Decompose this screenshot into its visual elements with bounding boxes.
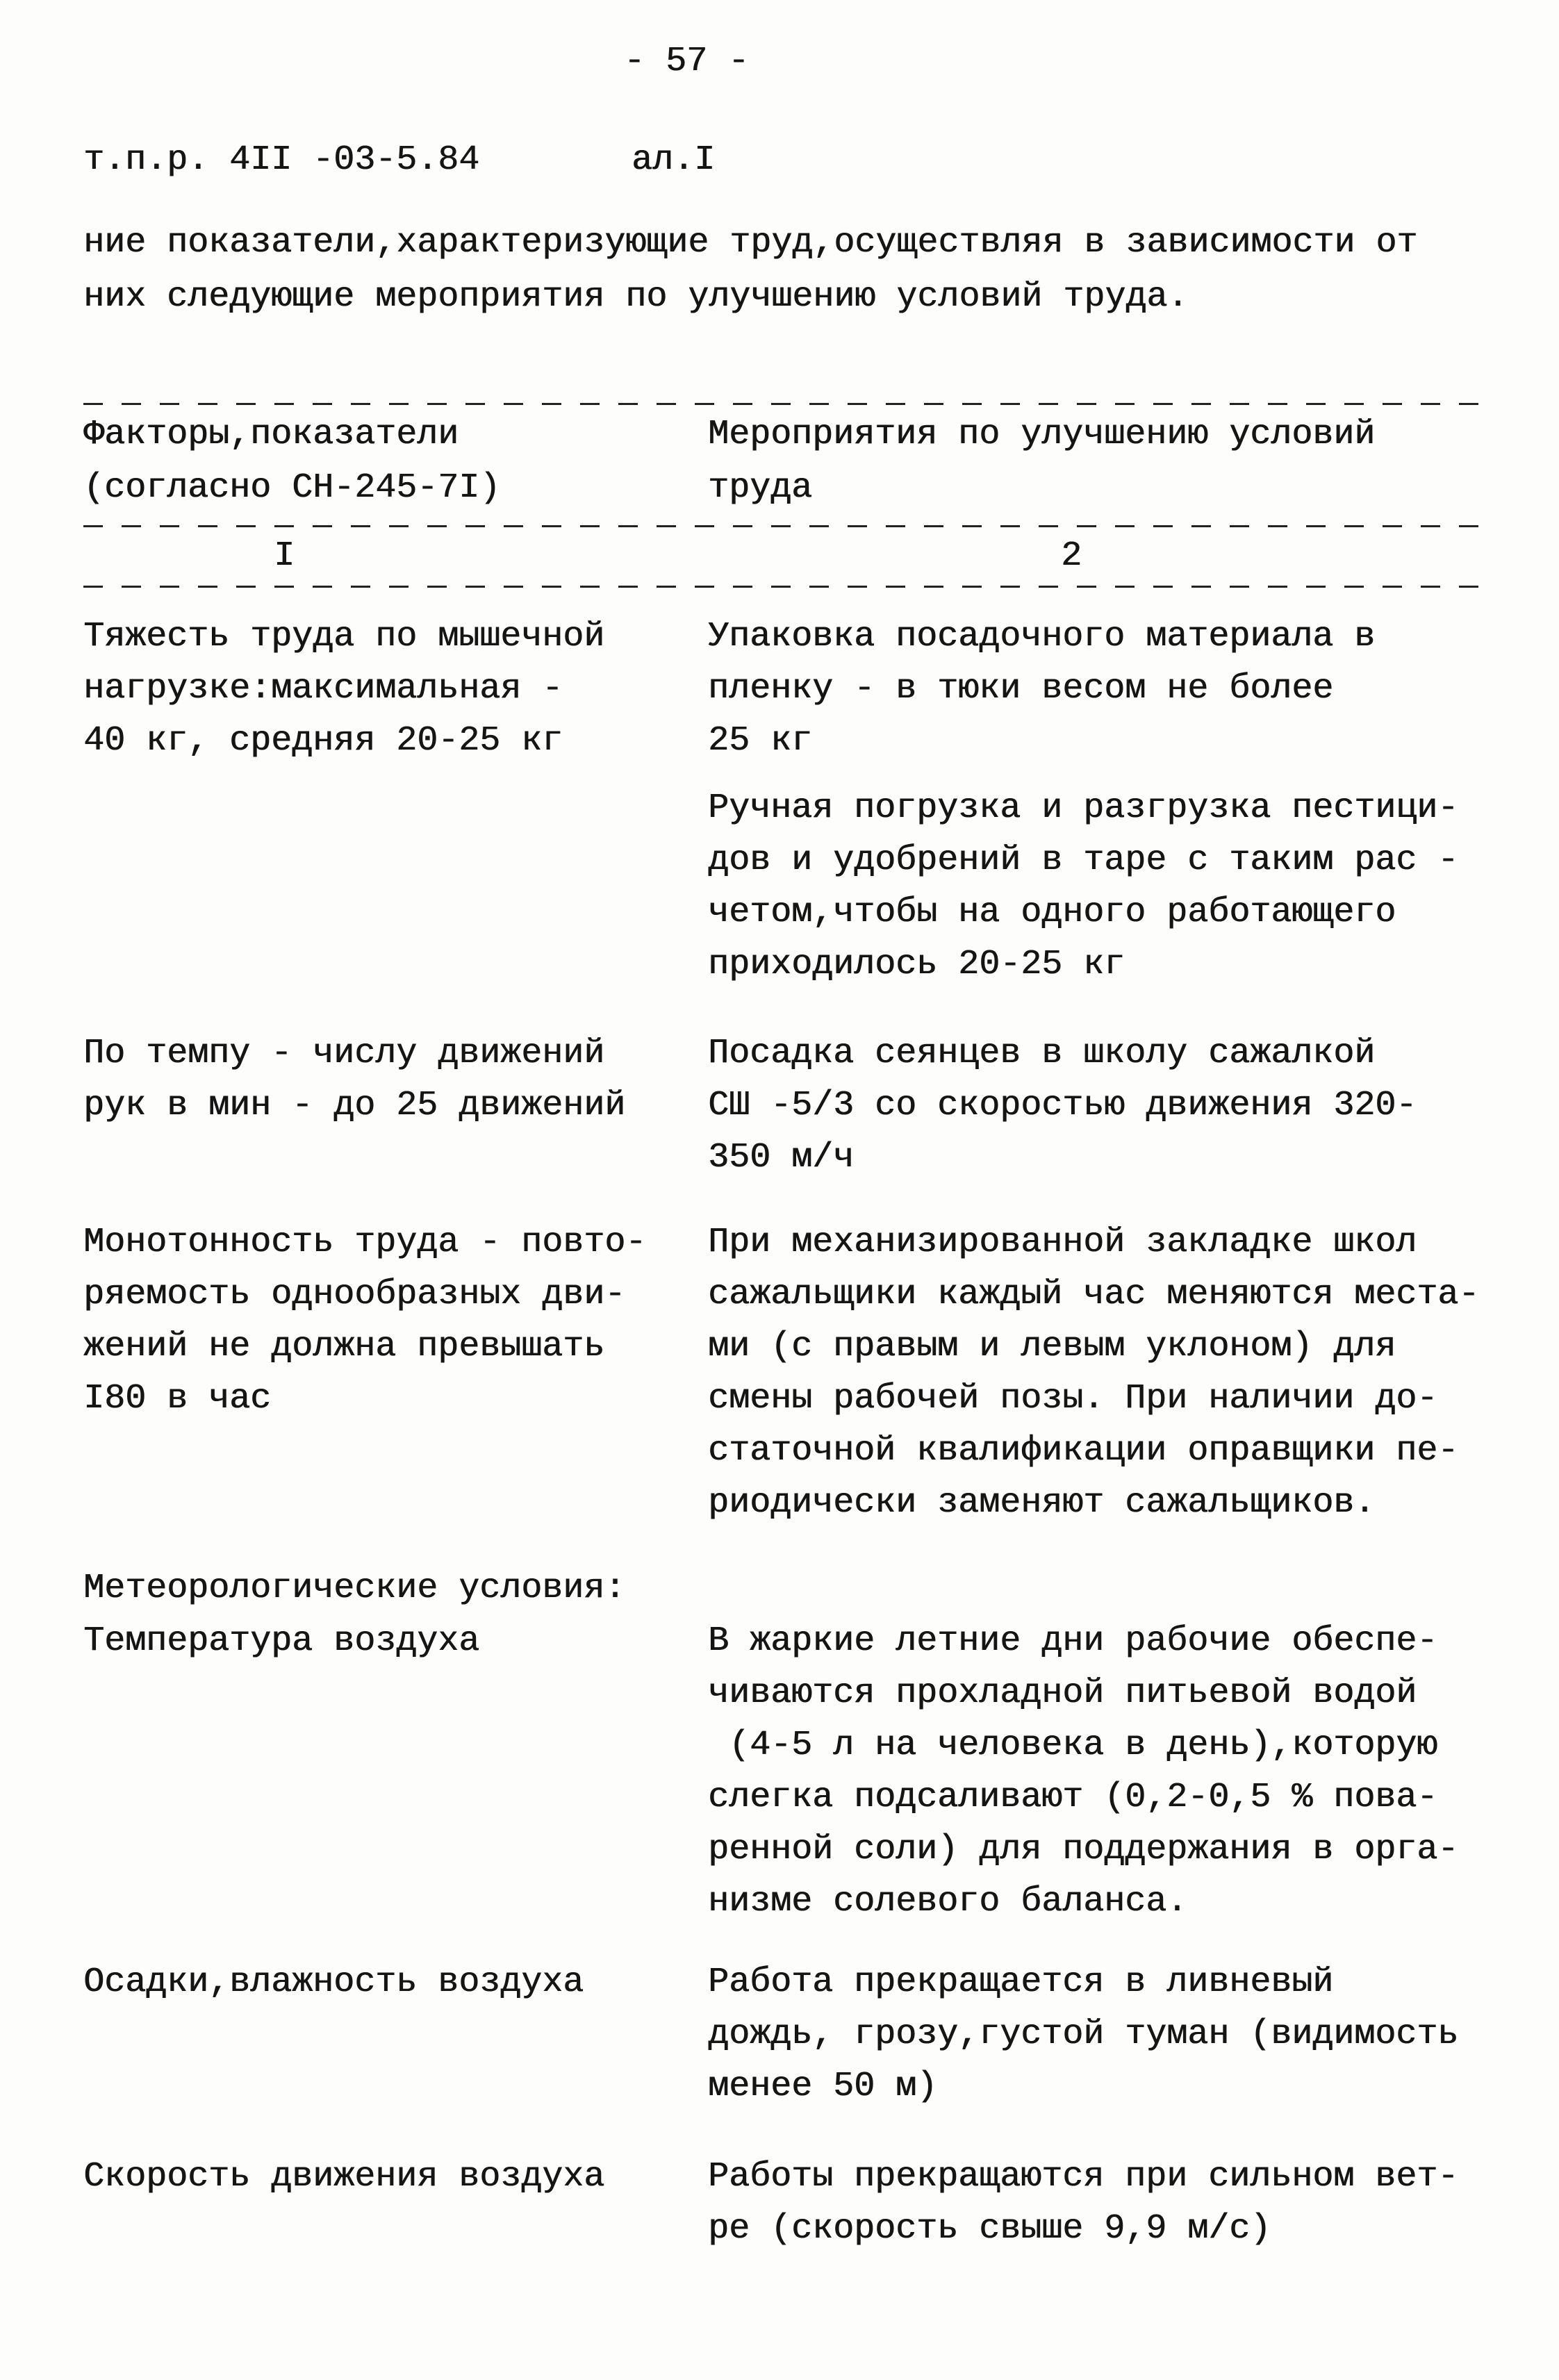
- table-row-factor: [83, 1562, 681, 1667]
- measure-line: Упаковка посадочного материала в: [708, 617, 1376, 656]
- measure-line: низме солевого баланса.: [708, 1882, 1188, 1922]
- factor-line: рук в мин - до 25 движений: [83, 1086, 626, 1125]
- measure-line: пленку - в тюки весом не более: [708, 669, 1334, 709]
- table-row-measure: [708, 1615, 1493, 1928]
- page-number: - 57 -: [624, 42, 750, 81]
- factor-line: Тяжесть труда по мышечной: [83, 617, 605, 656]
- measure-line: чиваются прохладной питьевой водой: [708, 1674, 1417, 1713]
- sheet-number: ал.I: [632, 140, 716, 180]
- factor-line: I80 в час: [83, 1379, 272, 1419]
- factor-line: жений не должна превышать: [83, 1327, 605, 1366]
- measure-line: менее 50 м): [708, 2067, 938, 2106]
- measure-line: слегка подсаливают (0,2-0,5 % пова-: [708, 1778, 1438, 1817]
- table-row-factor: [83, 1027, 681, 1132]
- measure-line: Посадка сеянцев в школу сажалкой: [708, 1034, 1376, 1073]
- factor-line: 40 кг, средняя 20-25 кг: [83, 721, 563, 761]
- factor-line: Монотонность труда - повто-: [83, 1223, 647, 1262]
- table-row-measure: [708, 782, 1493, 991]
- measure-line: смены рабочей позы. При наличии до-: [708, 1379, 1438, 1419]
- factor-line: нагрузке:максимальная -: [83, 669, 563, 709]
- measure-line: Работы прекращаются при сильном вет-: [708, 2157, 1459, 2197]
- table-row-factor: [83, 1216, 681, 1425]
- column-number-1: I: [274, 536, 295, 576]
- measure-line: При механизированной закладке школ: [708, 1223, 1417, 1262]
- table-row-measure: [708, 611, 1493, 767]
- factor-line: По темпу - числу движений: [83, 1034, 605, 1073]
- table-rule-numbers: [83, 586, 1484, 588]
- document-code: т.п.р. 4II -03-5.84: [83, 140, 480, 180]
- measure-line: четом,чтобы на одного работающего: [708, 893, 1396, 932]
- table-row-measure: [708, 1956, 1493, 2113]
- table-row-factor: [83, 2151, 681, 2203]
- table-rule-header: [83, 525, 1484, 527]
- intro-line: ние показатели,характеризующие труд,осуществляя в зависимости от: [83, 223, 1418, 263]
- measure-line: (4-5 л на человека в день),которую: [708, 1726, 1438, 1765]
- table-row-measure: [708, 1216, 1493, 1529]
- measure-line: 25 кг: [708, 721, 813, 761]
- measure-line: дождь, грозу,густой туман (видимость: [708, 2015, 1459, 2054]
- table-row-factor: [83, 611, 681, 767]
- table-row-measure: [708, 1027, 1493, 1184]
- table-row-factor: [83, 1956, 681, 2008]
- factor-line: Температура воздуха: [83, 1621, 480, 1661]
- factor-line: Осадки,влажность воздуха: [83, 1962, 584, 2002]
- measure-line: дов и удобрений в таре с таким рас -: [708, 841, 1459, 880]
- measure-line: сажальщики каждый час меняются места-: [708, 1275, 1480, 1314]
- column-heading-line: (согласно СН-245-7I): [83, 468, 501, 508]
- table-row-measure: [708, 2151, 1493, 2255]
- measure-line: ми (с правым и левым уклоном) для: [708, 1327, 1396, 1366]
- measure-line: ре (скорость свыше 9,9 м/с): [708, 2209, 1271, 2249]
- measure-line: Работа прекращается в ливневый: [708, 1962, 1334, 2002]
- column-heading-line: труда: [708, 468, 813, 508]
- measure-line: СШ -5/3 со скоростью движения 320-: [708, 1086, 1417, 1125]
- measure-line: риодически заменяют сажальщиков.: [708, 1483, 1376, 1523]
- factor-line: ряемость однообразных дви-: [83, 1275, 626, 1314]
- measure-line: Ручная погрузка и разгрузка пестици-: [708, 788, 1459, 828]
- factor-line: Скорость движения воздуха: [83, 2157, 605, 2197]
- measure-line: статочной квалификации оправщики пе-: [708, 1431, 1459, 1471]
- column-heading-line: Мероприятия по улучшению условий: [708, 415, 1376, 454]
- column-heading-line: Факторы,показатели: [83, 415, 459, 454]
- measure-line: приходилось 20-25 кг: [708, 945, 1125, 984]
- column-number-2: 2: [1061, 536, 1082, 576]
- column-heading-measures: [708, 408, 1493, 515]
- table-rule-top: [83, 403, 1484, 405]
- factor-line: Метеорологические условия:: [83, 1569, 626, 1608]
- measure-line: В жаркие летние дни рабочие обеспе-: [708, 1621, 1438, 1661]
- column-heading-factors: [83, 408, 681, 515]
- measure-line: 350 м/ч: [708, 1138, 855, 1177]
- measure-line: ренной соли) для поддержания в орга-: [708, 1830, 1459, 1869]
- intro-line: них следующие мероприятия по улучшению условий труда.: [83, 277, 1189, 317]
- intro-paragraph: [83, 216, 1417, 324]
